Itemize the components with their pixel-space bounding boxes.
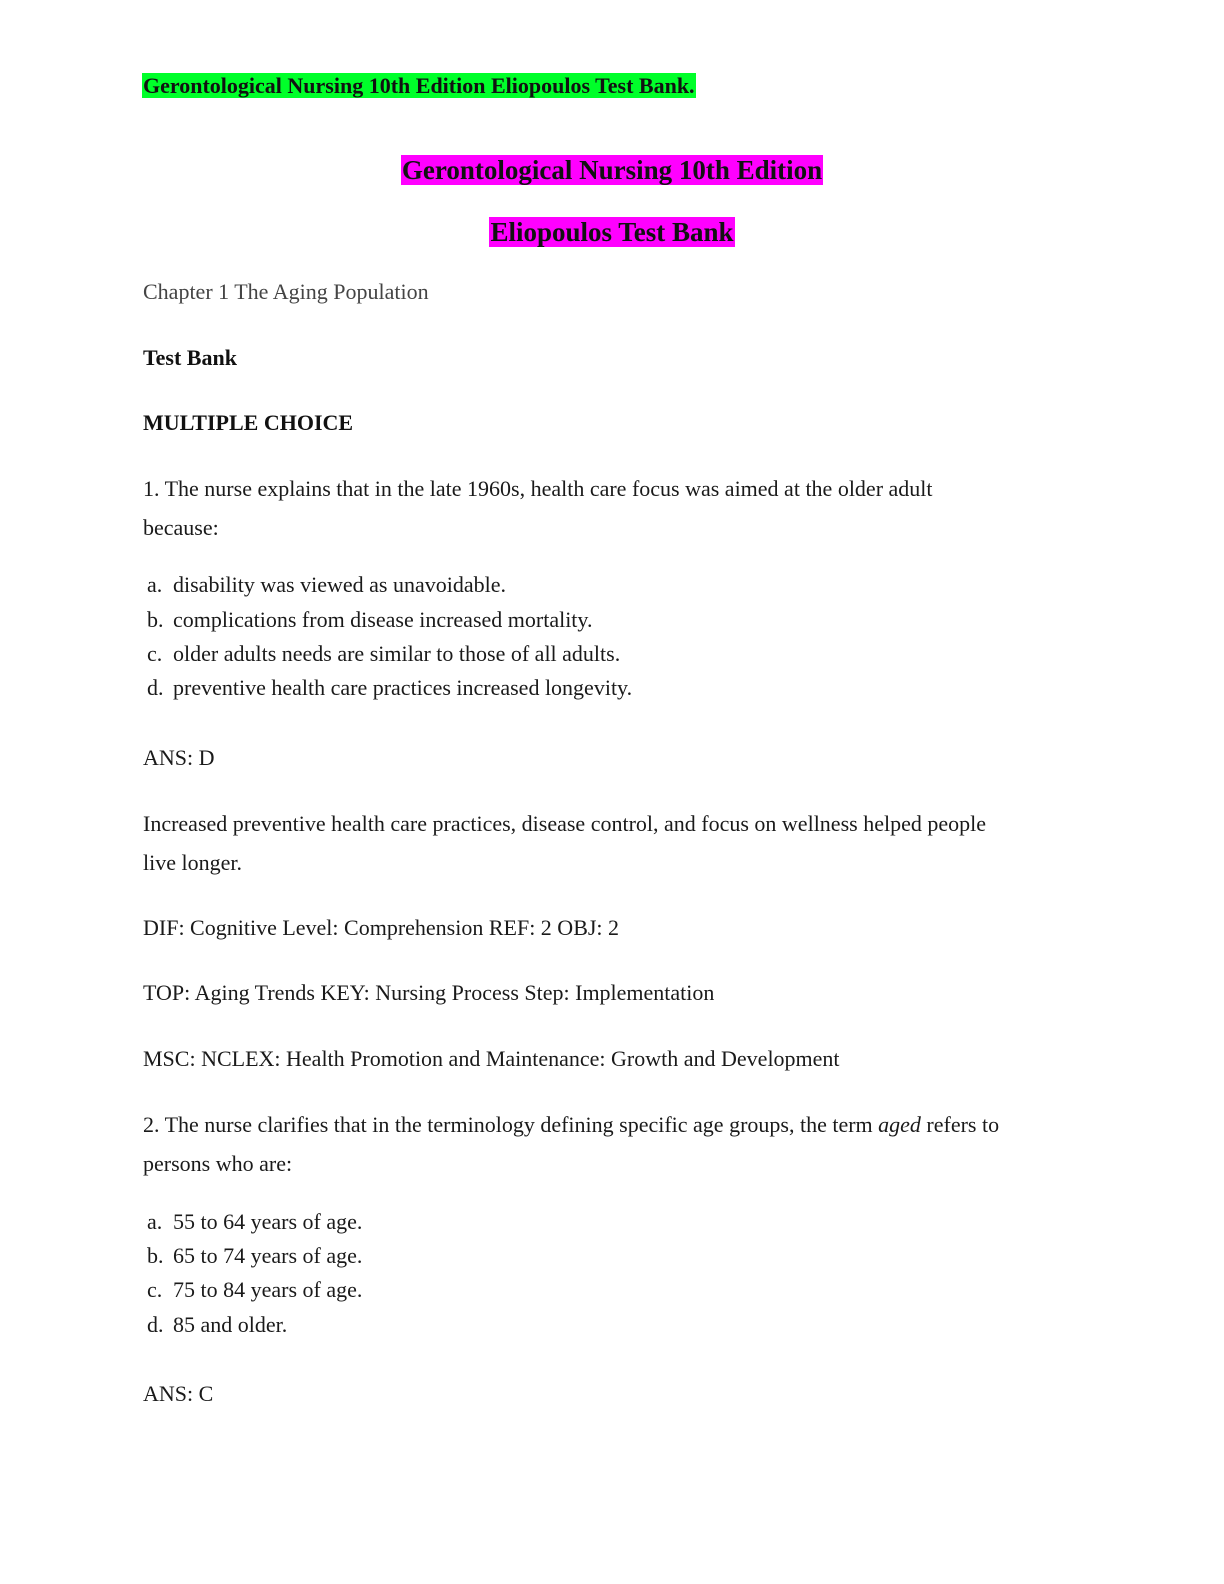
option-text: 85 and older.: [173, 1312, 288, 1337]
q1-rationale-line-2: live longer.: [143, 850, 242, 875]
q1-option-d: [147, 675, 632, 701]
title-highlight-2: Eliopoulos Test Bank: [490, 217, 734, 247]
q1-dif: DIF: Cognitive Level: Comprehension REF: 2 OBJ: 2: [143, 915, 620, 940]
option-letter: b.: [147, 607, 164, 632]
q2-answer: ANS: C: [143, 1381, 214, 1406]
option-letter: a.: [147, 572, 163, 597]
option-text: disability was viewed as unavoidable.: [173, 572, 506, 597]
section-heading: Test Bank: [143, 345, 237, 370]
q1-answer: ANS: D: [143, 745, 215, 770]
q1-option-a: [147, 572, 506, 598]
option-text: complications from disease increased mortality.: [173, 607, 593, 632]
title-line-2: [0, 216, 1224, 249]
q1-stem-line-2: because:: [143, 515, 219, 540]
q2-stem-line-2: persons who are:: [143, 1151, 293, 1176]
question-type-heading: MULTIPLE CHOICE: [143, 410, 354, 435]
q1-top: TOP: Aging Trends KEY: Nursing Process Step: Implementation: [143, 980, 715, 1005]
q1-option-c: [147, 641, 620, 667]
option-letter: c.: [147, 1277, 163, 1302]
option-letter: c.: [147, 641, 163, 666]
option-text: preventive health care practices increased longevity.: [173, 675, 633, 700]
option-text: 55 to 64 years of age.: [173, 1209, 363, 1234]
q1-stem-line-1: 1. The nurse explains that in the late 1960s, health care focus was aimed at the older adult: [143, 476, 933, 501]
header-highlight: Gerontological Nursing 10th Edition Eliopoulos Test Bank.: [143, 73, 695, 98]
q2-option-c: [147, 1277, 362, 1303]
q2-stem-italic-term: aged: [878, 1112, 921, 1137]
option-text: 75 to 84 years of age.: [173, 1277, 363, 1302]
chapter-heading: Chapter 1 The Aging Population: [143, 279, 429, 304]
q1-msc: MSC: NCLEX: Health Promotion and Maintenance: Growth and Development: [143, 1046, 840, 1071]
q2-option-b: [147, 1243, 362, 1269]
option-text: older adults needs are similar to those of all adults.: [173, 641, 621, 666]
title-line-1: [0, 154, 1224, 187]
q2-stem-after: refers to: [920, 1112, 1000, 1137]
option-letter: d.: [147, 675, 164, 700]
option-letter: a.: [147, 1209, 163, 1234]
q2-option-d: [147, 1312, 287, 1338]
q2-stem-line-1: [143, 1112, 999, 1138]
option-letter: b.: [147, 1243, 164, 1268]
option-letter: d.: [147, 1312, 164, 1337]
q1-option-b: [147, 607, 593, 633]
header-line: [142, 73, 696, 99]
q2-option-a: [147, 1209, 362, 1235]
option-text: 65 to 74 years of age.: [173, 1243, 363, 1268]
title-highlight-1: Gerontological Nursing 10th Edition: [401, 155, 823, 185]
q1-rationale-line-1: Increased preventive health care practices, disease control, and focus on wellness helped people: [143, 811, 986, 836]
q2-stem-before: 2. The nurse clarifies that in the terminology defining specific age groups, the term: [143, 1112, 879, 1137]
